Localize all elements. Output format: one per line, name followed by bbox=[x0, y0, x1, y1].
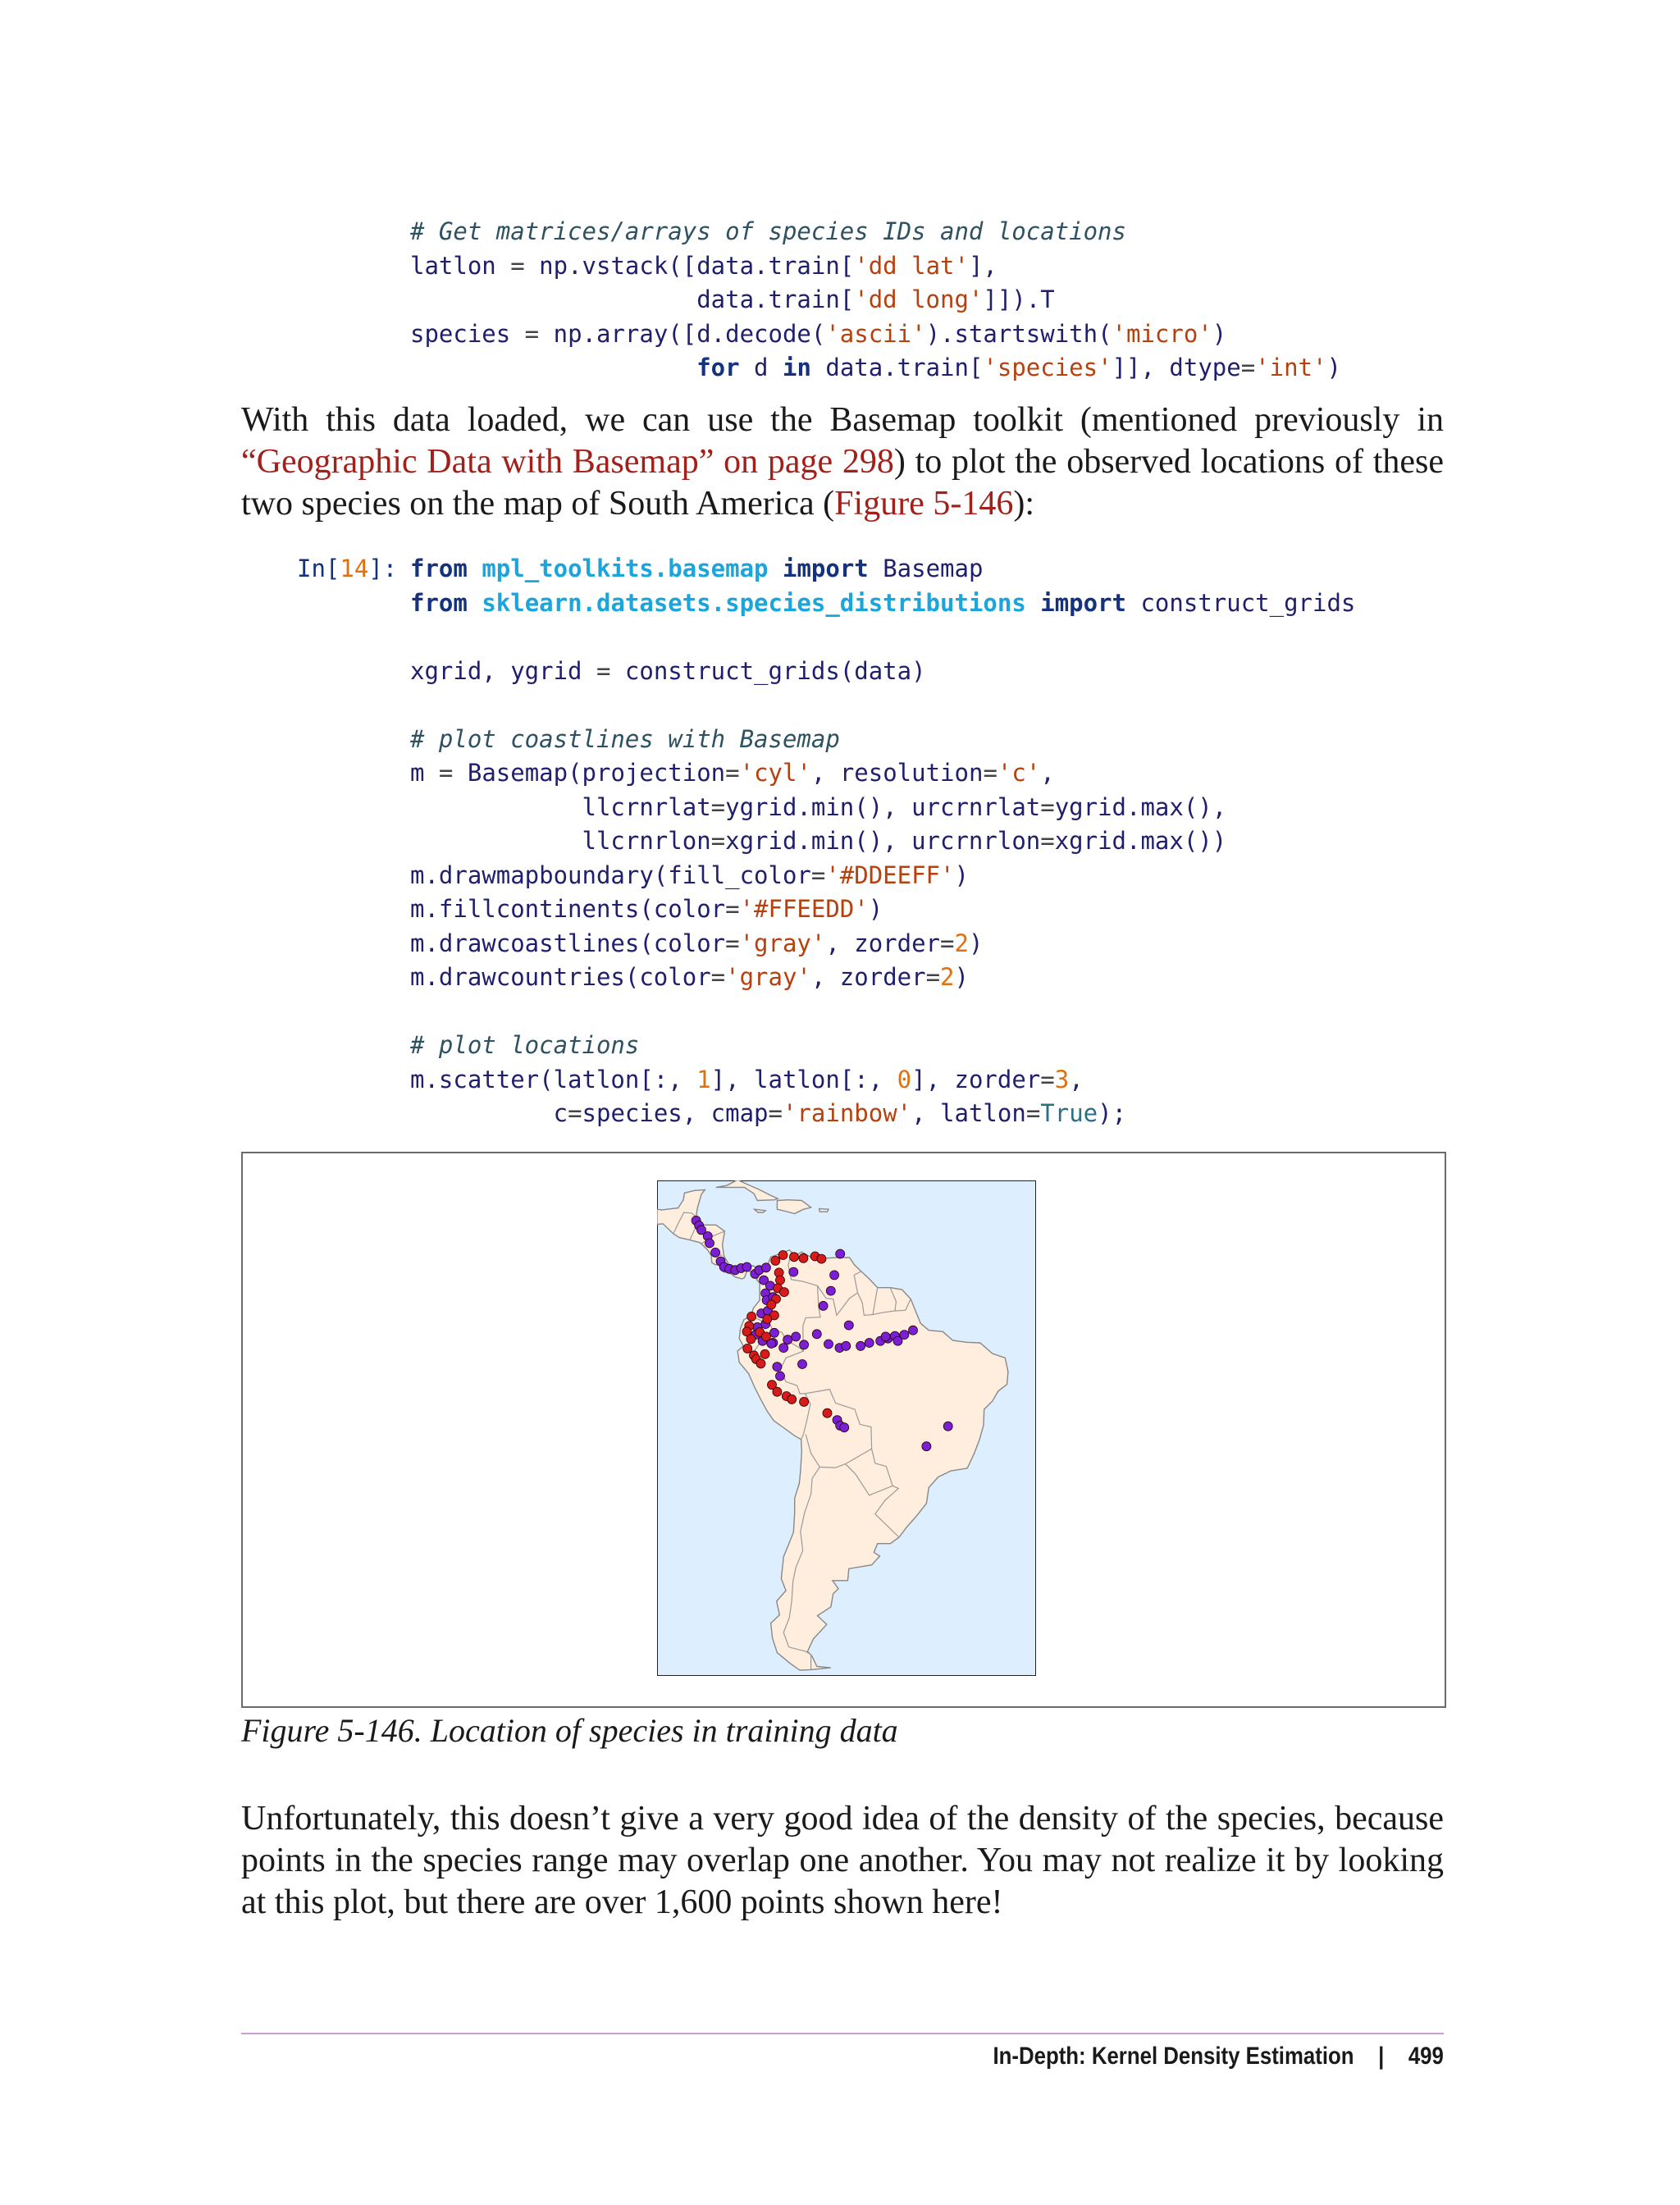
species-a-point bbox=[742, 1262, 751, 1271]
code-token: , latlon bbox=[911, 1099, 1026, 1127]
code-line bbox=[410, 824, 1355, 859]
code-token: m bbox=[410, 759, 425, 787]
paragraph-text: ): bbox=[1013, 485, 1034, 523]
code-token: 'c' bbox=[997, 759, 1041, 787]
footer-section-title: In-Depth: Kernel Density Estimation bbox=[993, 2043, 1354, 2070]
code-token: 0 bbox=[897, 1065, 912, 1093]
code-token: construct_grids bbox=[1126, 588, 1356, 617]
code-token: , zorder bbox=[825, 929, 941, 957]
code-line bbox=[410, 283, 1341, 317]
species-b-point bbox=[771, 1256, 780, 1265]
code-token: 'dd lat' bbox=[854, 251, 969, 280]
code-token: = bbox=[1040, 792, 1055, 821]
code-token: ], zorder bbox=[911, 1065, 1041, 1093]
code-token: ) bbox=[1326, 354, 1341, 381]
code-line bbox=[410, 995, 1355, 1029]
code-token: , bbox=[1069, 1065, 1084, 1093]
species-a-point bbox=[779, 1344, 788, 1353]
code-token: 2 bbox=[940, 963, 955, 991]
species-a-point bbox=[773, 1363, 782, 1372]
code-token: ) bbox=[968, 929, 984, 957]
code-line bbox=[410, 723, 1355, 757]
code-line bbox=[410, 1097, 1355, 1131]
code-token: = bbox=[710, 792, 726, 821]
code-cell-in-14 bbox=[297, 552, 1356, 1127]
paragraph-text: With this data loaded, we can use the Basemap toolkit (mentioned previously in bbox=[241, 401, 1444, 439]
species-b-point bbox=[823, 1408, 832, 1418]
code-token: m.drawcountries(color bbox=[410, 963, 711, 991]
code-token: 'gray' bbox=[739, 929, 826, 957]
code-token: 1 bbox=[696, 1065, 711, 1093]
code-token: ) bbox=[1212, 319, 1227, 348]
species-a-point bbox=[836, 1249, 845, 1258]
cell-code bbox=[410, 552, 1355, 1131]
species-b-point bbox=[788, 1395, 797, 1404]
code-token: m.fillcontinents(color bbox=[410, 895, 726, 923]
cell-prompt: In[14]: bbox=[297, 555, 412, 582]
code-token: species bbox=[410, 319, 511, 348]
code-token: = bbox=[725, 895, 740, 923]
code-token: 'ascii' bbox=[825, 319, 926, 348]
code-token: 'micro' bbox=[1112, 319, 1212, 348]
species-a-point bbox=[900, 1331, 909, 1340]
code-token: from bbox=[410, 555, 468, 582]
body-paragraph-density: Unfortunately, this doesn’t give a very good idea of the density of the species, because points in the species range may overlap one another. You may not realize it by looking at this plot, but there are over 1,600 points shown here! bbox=[241, 1800, 1444, 1921]
code-token bbox=[769, 555, 783, 582]
paragraph-text: ) to plot the observed locations of these two species on the map of South America ( bbox=[241, 443, 1444, 523]
code-token: 'species' bbox=[983, 354, 1112, 381]
code-token: # Get matrices/arrays of species IDs and locations bbox=[410, 217, 1126, 245]
code-block-setup bbox=[410, 215, 1341, 386]
code-token bbox=[468, 589, 482, 617]
code-token: # plot coastlines with Basemap bbox=[410, 724, 840, 753]
code-token: = bbox=[710, 827, 726, 855]
body-paragraph-intro bbox=[241, 399, 1444, 525]
code-token: = bbox=[940, 929, 955, 957]
species-b-point bbox=[747, 1312, 756, 1321]
species-a-point bbox=[776, 1372, 785, 1381]
species-a-point bbox=[711, 1248, 720, 1257]
code-line bbox=[410, 927, 1355, 961]
code-token: , bbox=[1040, 759, 1055, 787]
code-token: = bbox=[725, 759, 740, 787]
code-line bbox=[410, 655, 1355, 689]
species-a-point bbox=[789, 1267, 798, 1276]
code-token: species, cmap bbox=[582, 1099, 769, 1127]
species-a-point bbox=[909, 1326, 918, 1335]
code-line bbox=[410, 317, 1341, 352]
code-token bbox=[1026, 589, 1040, 617]
code-token: # plot locations bbox=[410, 1031, 640, 1059]
code-token: = bbox=[1240, 354, 1256, 381]
code-token: 'dd long' bbox=[854, 285, 984, 313]
puerto-rico-landmass bbox=[819, 1208, 829, 1212]
species-a-point bbox=[865, 1339, 874, 1348]
code-token: import bbox=[1040, 588, 1127, 617]
code-token: = bbox=[1040, 1065, 1055, 1093]
code-token: c bbox=[410, 1099, 568, 1127]
code-token: = bbox=[495, 251, 540, 280]
code-token: d bbox=[739, 354, 783, 381]
species-b-point bbox=[773, 1387, 782, 1396]
species-b-point bbox=[817, 1254, 826, 1263]
code-token: latlon bbox=[410, 251, 496, 280]
species-a-point bbox=[856, 1341, 865, 1350]
code-token: ]], dtype bbox=[1112, 354, 1241, 381]
species-a-point bbox=[840, 1423, 849, 1432]
code-token: ) bbox=[954, 963, 969, 991]
code-token: mpl_toolkits.basemap bbox=[482, 555, 769, 582]
code-token: Basemap bbox=[868, 555, 984, 582]
code-line bbox=[410, 351, 1341, 386]
code-token: 3 bbox=[1054, 1065, 1070, 1093]
code-line bbox=[410, 756, 1355, 791]
code-token: 'gray' bbox=[725, 963, 811, 991]
code-line bbox=[410, 961, 1355, 995]
code-token: ) bbox=[954, 861, 969, 889]
species-a-point bbox=[819, 1301, 828, 1310]
species-b-point bbox=[767, 1300, 776, 1309]
species-b-point bbox=[746, 1335, 756, 1344]
code-token: = bbox=[710, 963, 726, 991]
species-a-point bbox=[842, 1341, 851, 1350]
code-token: ).startswith( bbox=[925, 319, 1112, 348]
species-a-point bbox=[826, 1286, 835, 1295]
species-a-point bbox=[761, 1263, 770, 1272]
code-token: 2 bbox=[954, 929, 969, 957]
code-token: '#FFEEDD' bbox=[739, 895, 869, 923]
code-token: , resolution bbox=[810, 759, 984, 787]
code-token: for bbox=[696, 354, 740, 381]
code-line bbox=[410, 587, 1355, 621]
species-b-point bbox=[778, 1251, 788, 1260]
species-b-point bbox=[776, 1276, 785, 1285]
code-token: m.drawcoastlines(color bbox=[410, 929, 726, 957]
species-a-point bbox=[824, 1340, 833, 1349]
code-line bbox=[410, 1029, 1355, 1063]
code-token: sklearn.datasets.species_distributions bbox=[482, 588, 1026, 617]
code-token: = bbox=[510, 319, 554, 348]
species-b-point bbox=[799, 1253, 808, 1262]
code-token: = bbox=[568, 1099, 582, 1127]
code-token: llcrnrlat bbox=[410, 792, 711, 821]
code-token: = bbox=[725, 929, 740, 957]
species-a-point bbox=[792, 1332, 801, 1341]
footer-rule bbox=[241, 2033, 1444, 2034]
code-token: = bbox=[1040, 827, 1055, 855]
code-line bbox=[410, 552, 1355, 587]
species-b-point bbox=[761, 1332, 770, 1341]
code-token: 'cyl' bbox=[739, 759, 811, 787]
species-b-point bbox=[763, 1315, 772, 1324]
footer-separator: | bbox=[1378, 2043, 1385, 2070]
species-a-point bbox=[881, 1332, 890, 1341]
code-token: = bbox=[768, 1099, 783, 1127]
code-token: = bbox=[1025, 1099, 1041, 1127]
code-token: ], bbox=[968, 251, 998, 280]
code-token: Basemap(projection bbox=[467, 759, 726, 787]
species-a-point bbox=[769, 1328, 778, 1337]
code-token: = bbox=[925, 963, 941, 991]
code-token: m.scatter(latlon[:, bbox=[410, 1065, 697, 1093]
figure-frame bbox=[241, 1152, 1446, 1708]
code-token: , zorder bbox=[810, 963, 926, 991]
code-token: 'rainbow' bbox=[782, 1099, 912, 1127]
species-b-point bbox=[743, 1344, 752, 1353]
page-footer bbox=[623, 2043, 1444, 2079]
code-token bbox=[468, 555, 482, 582]
cross-reference-link[interactable]: “Geographic Data with Basemap” on page 298 bbox=[241, 443, 894, 481]
figure-link[interactable]: Figure 5-146 bbox=[834, 485, 1014, 523]
code-line bbox=[410, 215, 1341, 249]
code-token: xgrid.max()) bbox=[1054, 827, 1227, 855]
page-number: 499 bbox=[1408, 2043, 1444, 2070]
species-b-point bbox=[800, 1397, 809, 1406]
species-a-point bbox=[943, 1422, 952, 1431]
code-token: ygrid.max(), bbox=[1054, 792, 1227, 821]
code-token: = bbox=[810, 861, 826, 889]
code-token: np.vstack([data.train[ bbox=[539, 251, 855, 280]
code-token: ); bbox=[1098, 1099, 1127, 1127]
code-token: data.train[ bbox=[810, 354, 984, 381]
code-token: True bbox=[1040, 1099, 1098, 1127]
code-token: xgrid, ygrid bbox=[410, 656, 582, 685]
species-b-point bbox=[756, 1359, 765, 1368]
south-america-map bbox=[657, 1180, 1036, 1676]
code-token: '#DDEEFF' bbox=[825, 861, 955, 889]
code-line bbox=[410, 688, 1355, 723]
species-a-point bbox=[922, 1442, 931, 1451]
code-token bbox=[410, 354, 696, 381]
code-token: ygrid.min(), urcrnrlat bbox=[725, 792, 1041, 821]
species-a-point bbox=[783, 1335, 792, 1344]
species-a-point bbox=[844, 1321, 853, 1330]
species-b-point bbox=[790, 1253, 799, 1262]
code-token: 'int' bbox=[1255, 354, 1327, 381]
species-a-point bbox=[800, 1340, 809, 1349]
code-token: = bbox=[983, 759, 998, 787]
species-a-point bbox=[798, 1360, 807, 1369]
code-token: ], latlon[:, bbox=[710, 1065, 897, 1093]
species-a-point bbox=[705, 1239, 714, 1248]
code-token: construct_grids(data) bbox=[624, 656, 926, 685]
code-token: data.train[ bbox=[410, 285, 855, 313]
code-token: ) bbox=[868, 895, 883, 923]
code-token: = bbox=[582, 656, 625, 685]
species-b-point bbox=[760, 1349, 769, 1358]
figure-caption: Figure 5-146. Location of species in training data bbox=[241, 1712, 898, 1749]
code-line bbox=[410, 892, 1355, 927]
code-token: xgrid.min(), urcrnrlon bbox=[725, 827, 1041, 855]
code-line bbox=[410, 791, 1355, 825]
code-line bbox=[410, 859, 1355, 893]
species-a-point bbox=[812, 1330, 821, 1339]
code-line bbox=[410, 1063, 1355, 1098]
code-token: in bbox=[782, 354, 811, 381]
species-b-point bbox=[779, 1288, 788, 1297]
code-line bbox=[410, 249, 1341, 284]
code-token: = bbox=[424, 759, 468, 787]
code-token: import bbox=[782, 555, 869, 582]
code-token: ]]).T bbox=[983, 285, 1055, 313]
code-token: np.array([d.decode( bbox=[553, 319, 826, 348]
species-a-point bbox=[830, 1271, 839, 1280]
code-line bbox=[410, 620, 1355, 655]
code-token: llcrnrlon bbox=[410, 827, 711, 855]
code-token: m.drawmapboundary(fill_color bbox=[410, 861, 811, 889]
code-token: from bbox=[410, 588, 468, 617]
